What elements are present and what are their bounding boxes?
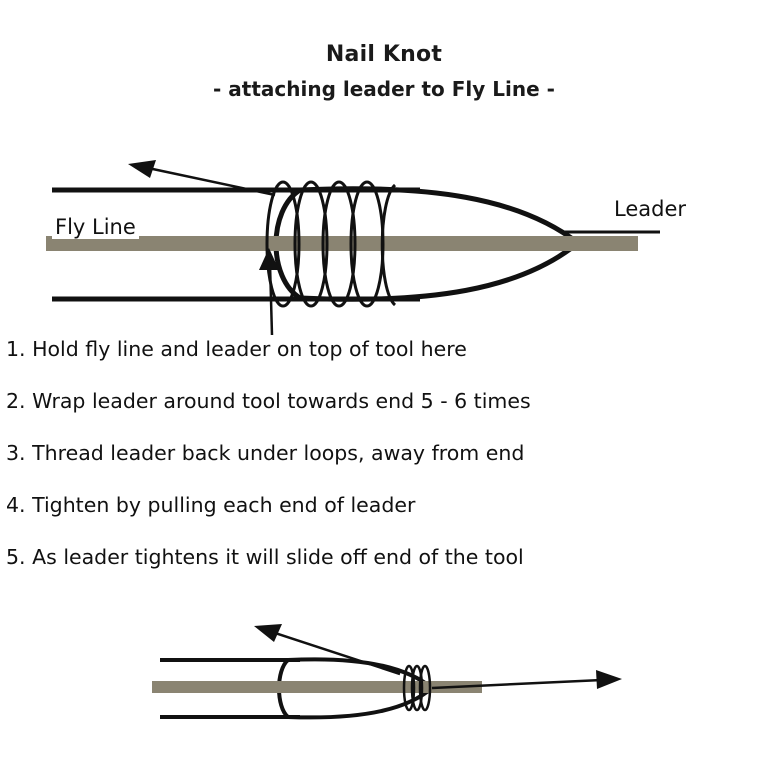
step-text: Hold fly line and leader on top of tool here (32, 337, 467, 361)
step-number: 3. (6, 441, 26, 465)
leader-arrow-left-small (254, 624, 282, 642)
fly-line-label: Fly Line (52, 215, 139, 239)
page-title: Nail Knot (325, 42, 443, 67)
list-item (0, 332, 768, 384)
step-number: 4. (6, 493, 26, 517)
list-item (0, 540, 768, 592)
list-item (0, 384, 768, 436)
step-text: Tighten by pulling each end of leader (32, 493, 416, 517)
leader-arrow-left (128, 160, 156, 178)
step-number: 2. (6, 389, 26, 413)
step-text: Thread leader back under loops, away from end (32, 441, 525, 465)
hold-point-pointer (270, 264, 272, 335)
steps-list (0, 332, 768, 592)
list-item (0, 436, 768, 488)
leader-label: Leader (611, 197, 689, 221)
step-number: 5. (6, 545, 26, 569)
page-subtitle: - attaching leader to Fly Line - (213, 77, 555, 101)
leader-arrow-right (596, 670, 622, 689)
step-text: Wrap leader around tool towards end 5 - 6 times (32, 389, 531, 413)
bottom-diagram (0, 612, 768, 742)
step-text: As leader tightens it will slide off end of the tool (32, 545, 524, 569)
leader-tag-end-small (272, 632, 400, 674)
list-item (0, 488, 768, 540)
step-number: 1. (6, 337, 26, 361)
